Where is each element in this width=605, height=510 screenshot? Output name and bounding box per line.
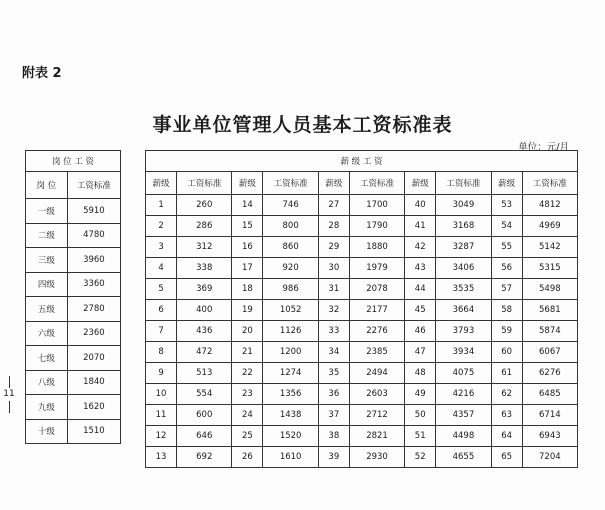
- salary-grade-cell: 50: [405, 405, 436, 426]
- salary-grade-cell: 41: [405, 216, 436, 237]
- salary-amount-cell: 986: [263, 279, 318, 300]
- salary-amount-cell: 472: [177, 342, 232, 363]
- salary-grade-cell: 48: [405, 363, 436, 384]
- post-wage-cell: 3960: [67, 248, 120, 273]
- table-row: [146, 237, 578, 258]
- table-row: [146, 195, 578, 216]
- salary-grade-cell: 40: [405, 195, 436, 216]
- salary-grade-cell: 2: [146, 216, 177, 237]
- post-wage-cell: 5910: [67, 199, 120, 224]
- table-row: [146, 279, 578, 300]
- salary-grade-cell: 42: [405, 237, 436, 258]
- column-header: 工资标准: [263, 172, 318, 195]
- salary-amount-cell: 4969: [522, 216, 577, 237]
- salary-amount-cell: 6276: [522, 363, 577, 384]
- salary-grade-cell: 36: [318, 384, 349, 405]
- salary-grade-cell: 31: [318, 279, 349, 300]
- salary-grade-cell: 38: [318, 426, 349, 447]
- salary-amount-cell: 4075: [436, 363, 491, 384]
- salary-amount-cell: 2821: [349, 426, 404, 447]
- post-wage-cell: 2360: [67, 321, 120, 346]
- salary-grade-cell: 43: [405, 258, 436, 279]
- salary-amount-cell: 436: [177, 321, 232, 342]
- table-row: [146, 300, 578, 321]
- salary-amount-cell: 1200: [263, 342, 318, 363]
- salary-grade-cell: 27: [318, 195, 349, 216]
- column-header: 薪级: [491, 172, 522, 195]
- salary-amount-cell: 3934: [436, 342, 491, 363]
- salary-grade-cell: 39: [318, 447, 349, 468]
- salary-amount-cell: 1880: [349, 237, 404, 258]
- salary-amount-cell: 2276: [349, 321, 404, 342]
- table-row: [146, 426, 578, 447]
- table-row: [146, 258, 578, 279]
- page-number-dash-top: [9, 376, 10, 388]
- salary-grade-cell: 7: [146, 321, 177, 342]
- column-header: 工资标准: [177, 172, 232, 195]
- salary-grade-cell: 53: [491, 195, 522, 216]
- salary-grade-cell: 23: [232, 384, 263, 405]
- table-row: [146, 405, 578, 426]
- salary-amount-cell: 2385: [349, 342, 404, 363]
- post-level-cell: 八级: [26, 370, 68, 395]
- salary-grade-cell: 9: [146, 363, 177, 384]
- salary-grade-cell: 59: [491, 321, 522, 342]
- salary-grade-cell: 57: [491, 279, 522, 300]
- salary-grade-cell: 6: [146, 300, 177, 321]
- salary-amount-cell: 1126: [263, 321, 318, 342]
- post-wage-table: [25, 150, 121, 444]
- column-header: 薪级: [318, 172, 349, 195]
- table-row: [146, 363, 578, 384]
- column-header: 工资标准: [67, 172, 120, 199]
- page-number-text: 11: [3, 389, 15, 399]
- page-number: [3, 375, 15, 414]
- salary-amount-cell: 3535: [436, 279, 491, 300]
- salary-amount-cell: 312: [177, 237, 232, 258]
- salary-grade-cell: 61: [491, 363, 522, 384]
- table-row: [26, 395, 121, 420]
- document-title: 事业单位管理人员基本工资标准表: [152, 114, 453, 136]
- salary-grade-cell: 55: [491, 237, 522, 258]
- salary-amount-cell: 1790: [349, 216, 404, 237]
- salary-grade-cell: 34: [318, 342, 349, 363]
- salary-amount-cell: 369: [177, 279, 232, 300]
- salary-amount-cell: 1356: [263, 384, 318, 405]
- salary-amount-cell: 2078: [349, 279, 404, 300]
- salary-grade-cell: 37: [318, 405, 349, 426]
- salary-amount-cell: 4216: [436, 384, 491, 405]
- salary-grade-cell: 65: [491, 447, 522, 468]
- salary-amount-cell: 692: [177, 447, 232, 468]
- salary-grade-cell: 64: [491, 426, 522, 447]
- unit-note: 单位：元/月: [518, 142, 569, 153]
- post-level-cell: 一级: [26, 199, 68, 224]
- salary-amount-cell: 400: [177, 300, 232, 321]
- salary-grade-cell: 19: [232, 300, 263, 321]
- salary-grade-cell: 54: [491, 216, 522, 237]
- salary-amount-cell: 4655: [436, 447, 491, 468]
- salary-grade-cell: 52: [405, 447, 436, 468]
- salary-grade-cell: 62: [491, 384, 522, 405]
- salary-grade-cell: 17: [232, 258, 263, 279]
- post-wage-cell: 2070: [67, 346, 120, 371]
- table-row: [26, 321, 121, 346]
- table-row: [146, 216, 578, 237]
- salary-grade-cell: 26: [232, 447, 263, 468]
- salary-grade-cell: 14: [232, 195, 263, 216]
- salary-amount-cell: 3049: [436, 195, 491, 216]
- salary-grade-cell: 58: [491, 300, 522, 321]
- post-level-cell: 五级: [26, 297, 68, 322]
- salary-amount-cell: 646: [177, 426, 232, 447]
- salary-amount-cell: 3406: [436, 258, 491, 279]
- salary-amount-cell: 6714: [522, 405, 577, 426]
- salary-grade-cell: 15: [232, 216, 263, 237]
- salary-amount-cell: 554: [177, 384, 232, 405]
- salary-amount-cell: 6943: [522, 426, 577, 447]
- salary-amount-cell: 2177: [349, 300, 404, 321]
- salary-amount-cell: 2603: [349, 384, 404, 405]
- salary-amount-cell: 600: [177, 405, 232, 426]
- salary-grade-cell: 51: [405, 426, 436, 447]
- salary-amount-cell: 1979: [349, 258, 404, 279]
- salary-amount-cell: 1700: [349, 195, 404, 216]
- salary-column-row: [146, 172, 578, 195]
- salary-amount-cell: 6067: [522, 342, 577, 363]
- column-header: 薪级: [146, 172, 177, 195]
- salary-grade-cell: 10: [146, 384, 177, 405]
- salary-grade-cell: 30: [318, 258, 349, 279]
- table-row: [26, 223, 121, 248]
- salary-amount-cell: 2494: [349, 363, 404, 384]
- post-wage-cell: 2780: [67, 297, 120, 322]
- post-level-cell: 七级: [26, 346, 68, 371]
- salary-grade-cell: 29: [318, 237, 349, 258]
- salary-grade-cell: 16: [232, 237, 263, 258]
- post-wage-cell: 1620: [67, 395, 120, 420]
- salary-amount-cell: 5681: [522, 300, 577, 321]
- salary-grade-cell: 28: [318, 216, 349, 237]
- salary-grade-cell: 3: [146, 237, 177, 258]
- post-wage-cell: 1840: [67, 370, 120, 395]
- salary-grade-cell: 60: [491, 342, 522, 363]
- salary-grade-cell: 21: [232, 342, 263, 363]
- salary-amount-cell: 3664: [436, 300, 491, 321]
- salary-grade-cell: 24: [232, 405, 263, 426]
- post-level-cell: 四级: [26, 272, 68, 297]
- salary-amount-cell: 1610: [263, 447, 318, 468]
- salary-amount-cell: 4812: [522, 195, 577, 216]
- salary-grade-cell: 44: [405, 279, 436, 300]
- table-row: [146, 321, 578, 342]
- salary-amount-cell: 800: [263, 216, 318, 237]
- column-header: 薪级: [232, 172, 263, 195]
- salary-grade-cell: 63: [491, 405, 522, 426]
- table-row: [26, 199, 121, 224]
- table-row: [26, 346, 121, 371]
- salary-amount-cell: 2712: [349, 405, 404, 426]
- salary-grade-cell: 18: [232, 279, 263, 300]
- salary-amount-cell: 260: [177, 195, 232, 216]
- salary-scale-header: 薪 级 工 资: [146, 151, 578, 172]
- salary-amount-cell: 3287: [436, 237, 491, 258]
- salary-scale-table: [145, 150, 578, 468]
- post-wage-cell: 1510: [67, 419, 120, 444]
- salary-grade-cell: 25: [232, 426, 263, 447]
- salary-grade-cell: 5: [146, 279, 177, 300]
- salary-amount-cell: 3793: [436, 321, 491, 342]
- salary-amount-cell: 860: [263, 237, 318, 258]
- table-row: [26, 272, 121, 297]
- salary-amount-cell: 6485: [522, 384, 577, 405]
- column-header: 工资标准: [436, 172, 491, 195]
- salary-grade-cell: 56: [491, 258, 522, 279]
- table-row: [26, 370, 121, 395]
- salary-amount-cell: 5498: [522, 279, 577, 300]
- table-row: [26, 297, 121, 322]
- post-wage-cell: 4780: [67, 223, 120, 248]
- salary-amount-cell: 338: [177, 258, 232, 279]
- salary-grade-cell: 1: [146, 195, 177, 216]
- salary-grade-cell: 4: [146, 258, 177, 279]
- post-level-cell: 九级: [26, 395, 68, 420]
- column-header: 岗 位: [26, 172, 68, 199]
- salary-grade-cell: 45: [405, 300, 436, 321]
- salary-grade-cell: 11: [146, 405, 177, 426]
- salary-amount-cell: 5142: [522, 237, 577, 258]
- post-level-cell: 六级: [26, 321, 68, 346]
- salary-amount-cell: 1438: [263, 405, 318, 426]
- post-wage-column-row: [26, 172, 121, 199]
- salary-amount-cell: 1520: [263, 426, 318, 447]
- salary-amount-cell: 4498: [436, 426, 491, 447]
- column-header: 工资标准: [349, 172, 404, 195]
- salary-amount-cell: 3168: [436, 216, 491, 237]
- column-header: 薪级: [405, 172, 436, 195]
- table-row: [26, 419, 121, 444]
- post-wage-header: 岗 位 工 资: [26, 151, 121, 172]
- salary-grade-cell: 8: [146, 342, 177, 363]
- salary-grade-cell: 47: [405, 342, 436, 363]
- table-row: [146, 342, 578, 363]
- post-level-cell: 三级: [26, 248, 68, 273]
- salary-amount-cell: 746: [263, 195, 318, 216]
- salary-amount-cell: 920: [263, 258, 318, 279]
- column-header: 工资标准: [522, 172, 577, 195]
- salary-amount-cell: 513: [177, 363, 232, 384]
- table-row: [26, 248, 121, 273]
- post-wage-cell: 3360: [67, 272, 120, 297]
- salary-amount-cell: 2930: [349, 447, 404, 468]
- salary-grade-cell: 32: [318, 300, 349, 321]
- salary-amount-cell: 7204: [522, 447, 577, 468]
- salary-amount-cell: 286: [177, 216, 232, 237]
- salary-amount-cell: 5874: [522, 321, 577, 342]
- salary-grade-cell: 12: [146, 426, 177, 447]
- salary-amount-cell: 1052: [263, 300, 318, 321]
- salary-grade-cell: 13: [146, 447, 177, 468]
- salary-grade-cell: 46: [405, 321, 436, 342]
- table-row: [146, 384, 578, 405]
- salary-amount-cell: 5315: [522, 258, 577, 279]
- post-level-cell: 二级: [26, 223, 68, 248]
- table-row: [146, 447, 578, 468]
- salary-grade-cell: 33: [318, 321, 349, 342]
- annex-label: 附表 2: [22, 66, 62, 81]
- salary-grade-cell: 35: [318, 363, 349, 384]
- post-level-cell: 十级: [26, 419, 68, 444]
- salary-grade-cell: 20: [232, 321, 263, 342]
- page-number-dash-bottom: [9, 401, 10, 413]
- salary-grade-cell: 22: [232, 363, 263, 384]
- salary-amount-cell: 4357: [436, 405, 491, 426]
- salary-grade-cell: 49: [405, 384, 436, 405]
- salary-amount-cell: 1274: [263, 363, 318, 384]
